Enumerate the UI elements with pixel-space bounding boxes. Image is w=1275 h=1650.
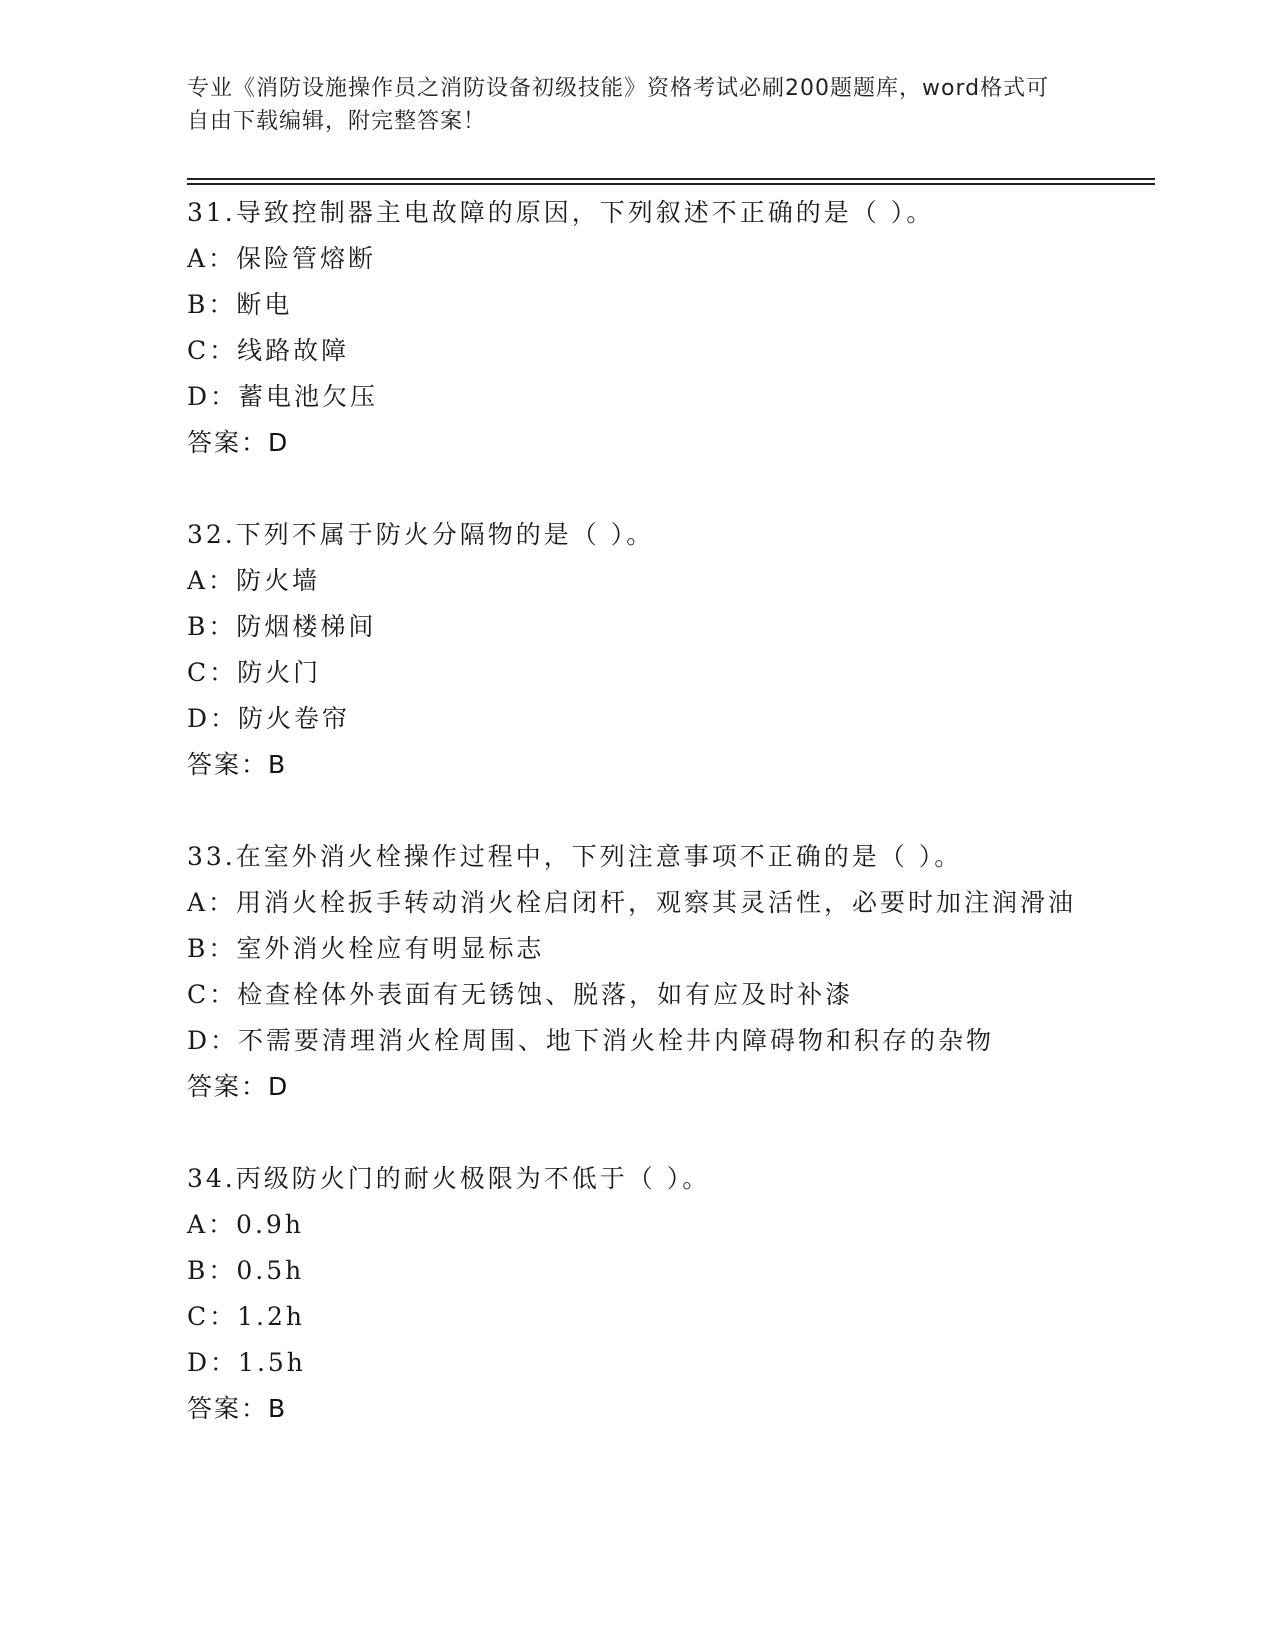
question-34 (187, 1156, 1087, 1432)
option-c: C：1.2h (187, 1302, 305, 1331)
option-d: D：蓄电池欠压 (187, 382, 379, 411)
question-33 (187, 834, 1087, 1110)
option-a: A：用消火栓扳手转动消火栓启闭杆，观察其灵活性，必要时加注润滑油 (187, 888, 1077, 917)
answer: 答案：B (187, 750, 288, 779)
question-stem: 31.导致控制器主电故障的原因，下列叙述不正确的是（ ）。 (187, 198, 935, 227)
option-c: C：检查栓体外表面有无锈蚀、脱落，如有应及时补漆 (187, 980, 854, 1009)
option-a: A：0.9h (187, 1210, 304, 1239)
answer: 答案：D (187, 1072, 290, 1101)
option-a: A：保险管熔断 (187, 244, 377, 273)
option-b: B：0.5h (187, 1256, 305, 1285)
question-stem: 34.丙级防火门的耐火极限为不低于（ ）。 (187, 1164, 711, 1193)
option-a: A：防火墙 (187, 566, 321, 595)
header-divider-top (187, 178, 1155, 180)
option-d: D：防火卷帘 (187, 704, 351, 733)
option-d: D：不需要清理消火栓周围、地下消火栓井内障碍物和积存的杂物 (187, 1026, 995, 1055)
option-b: B：断电 (187, 290, 293, 319)
question-stem: 32.下列不属于防火分隔物的是（ ）。 (187, 520, 655, 549)
answer: 答案：B (187, 1394, 288, 1423)
question-32 (187, 512, 1087, 788)
option-d: D：1.5h (187, 1348, 306, 1377)
option-b: B：室外消火栓应有明显标志 (187, 934, 545, 963)
question-list (187, 190, 1087, 1478)
answer: 答案：D (187, 428, 290, 457)
header-divider-bottom (187, 183, 1155, 185)
option-c: C：线路故障 (187, 336, 350, 365)
question-31 (187, 190, 1087, 466)
question-stem: 33.在室外消火栓操作过程中，下列注意事项不正确的是（ ）。 (187, 842, 963, 871)
document-header: 专业《消防设施操作员之消防设备初级技能》资格考试必刷200题题库，word格式可自由下载编辑，附完整答案！ (187, 76, 1050, 134)
option-c: C：防火门 (187, 658, 322, 687)
option-b: B：防烟楼梯间 (187, 612, 377, 641)
